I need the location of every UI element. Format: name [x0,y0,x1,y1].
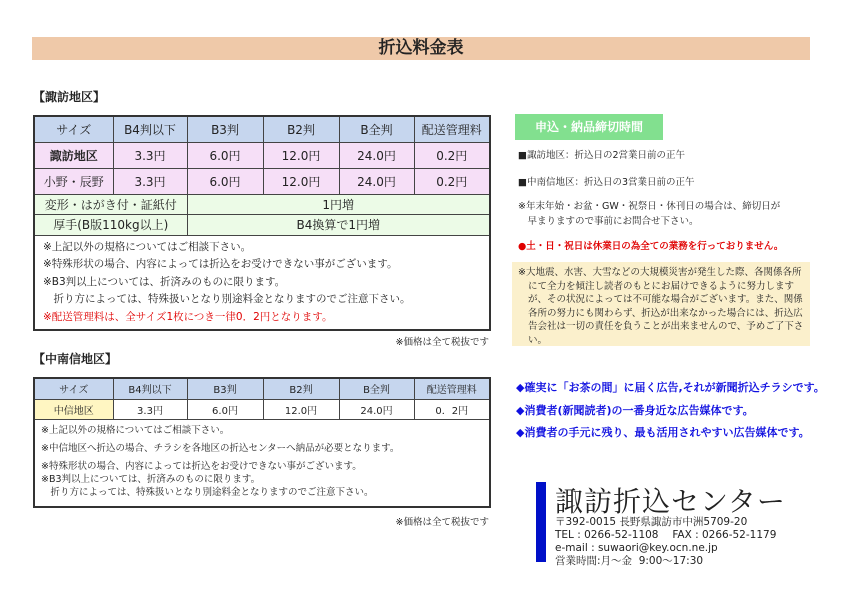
page-title: 折込料金表 [32,37,810,60]
company-email: e-mail : suwaori@key.ocn.ne.jp [555,542,718,554]
table-header-row [34,116,490,142]
disaster-notice: ※大地震、水害、大雪などの大規模災害が発生した際、各関係各所にて全力を傾注し読者のもとにお届けできるように努力しますが、その状況によっては不可能な場合がございます。また、関係各所の努力にも関わらず、折込が出来なかった場合には、折込広告会社は一切の責任を負うことが出来ませんので、予めご了下さい。 [512,262,810,346]
table-row [34,142,490,168]
holiday-note-cont: 早まりますので事前にお問合せ下さい。 [518,216,699,227]
point: ◆消費者(新聞読者)の一番身近な広告媒体です。 [516,404,754,417]
extra-value: 1円増 [187,194,490,214]
table-header-row [34,378,490,399]
note: ※上記以外の規格についてはご相談下さい。 [41,424,230,436]
price-cell: 24.0円 [339,142,414,168]
header-cell: B4判以下 [113,378,187,399]
price-cell: 3.3円 [113,142,187,168]
note: ※上記以外の規格についてはご相談下さい。 [43,240,252,253]
notes-cell [34,235,490,330]
area-cell: 諏訪地区 [34,142,113,168]
extra-name: 変形・はがき付・証紙付 [34,194,187,214]
note: ※特殊形状の場合、内容によっては折込をお受けできない事がございます。 [43,258,398,270]
holiday-note: ※年末年始・お盆・GW・祝祭日・休刊日の場合は、締切日が [518,201,781,212]
header-cell: サイズ [34,378,113,399]
extra-row [34,214,490,235]
price-cell: 0.2円 [414,142,490,168]
table-row [34,399,490,419]
header-cell: B2判 [263,116,339,142]
accent-bar [536,482,546,562]
notes-cell [34,419,490,507]
closed-days-note: ●土・日・祝日は休業日の為全ての業務を行っておりません。 [518,241,784,252]
tax-note: ※価格は全て税抜です [395,337,489,348]
area-cell: 中信地区 [34,399,113,419]
price-cell: 12.0円 [263,399,339,419]
note: 折り方によっては、特殊扱いとなり別途料金となりますのでご注意下さい。 [41,486,374,498]
note: ※中信地区へ折込の場合、チラシを各地区の折込センターへ納品が必要となります。 [41,442,400,454]
header-cell: B4判以下 [113,116,187,142]
header-cell: 配送管理料 [414,116,490,142]
table-row [34,168,490,194]
deadline-suwa: ■諏訪地区：折込日の2営業日前の正午 [518,150,686,161]
note: ※B3判以上については、折済みのものに限ります。 [41,473,261,485]
header-cell: 配送管理料 [414,378,490,399]
point: ◆消費者の手元に残り、最も活用されやすい広告媒体です。 [516,426,810,439]
price-cell: 0．2円 [414,399,490,419]
suwa-price-table [33,115,491,331]
header-cell: B全判 [339,378,414,399]
price-cell: 24.0円 [339,399,414,419]
price-cell: 6.0円 [187,168,263,194]
company-phone: TEL : 0266-52-1108 FAX : 0266-52-1179 [555,529,777,541]
extra-value: B4換算で1円増 [187,214,490,235]
chunan-section-label: 【中南信地区】 [33,352,118,366]
price-cell: 6.0円 [187,142,263,168]
header-cell: B3判 [187,116,263,142]
suwa-section-label: 【諏訪地区】 [33,90,106,104]
company-name: 諏訪折込センター [555,485,786,518]
business-hours: 営業時間:月～金 9:00～17:30 [555,555,704,567]
header-cell: B3判 [187,378,263,399]
company-address: 〒392-0015 長野県諏訪市中洲5709-20 [555,516,748,528]
deadline-chunan: ■中南信地区：折込日の3営業日前の正午 [518,177,695,188]
price-cell: 6.0円 [187,399,263,419]
deadline-heading: 申込・納品締切時間 [515,114,663,140]
area-cell: 小野・辰野 [34,168,113,194]
note: ※B3判以上については、折済みのものに限ります。 [43,275,286,288]
note: ※特殊形状の場合、内容によっては折込をお受けできない事がございます。 [41,460,362,472]
note: 折り方によっては、特殊扱いとなり別途料金となりますのでご注意下さい。 [43,293,411,305]
header-cell: B2判 [263,378,339,399]
price-cell: 12.0円 [263,142,339,168]
price-cell: 0.2円 [414,168,490,194]
tax-note: ※価格は全て税抜です [395,517,489,528]
header-cell: サイズ [34,116,113,142]
price-cell: 24.0円 [339,168,414,194]
chunan-price-table [33,377,491,508]
header-cell: B全判 [339,116,414,142]
extra-row [34,194,490,214]
red-note: ※配送管理料は、全サイズ1枚につき一律0．2円となります。 [43,310,333,323]
price-cell: 3.3円 [113,399,187,419]
price-cell: 3.3円 [113,168,187,194]
extra-name: 厚手(B版110kg以上) [34,214,187,235]
point: ◆確実に「お茶の間」に届く広告,それが新聞折込チラシです。 [516,381,825,394]
price-cell: 12.0円 [263,168,339,194]
